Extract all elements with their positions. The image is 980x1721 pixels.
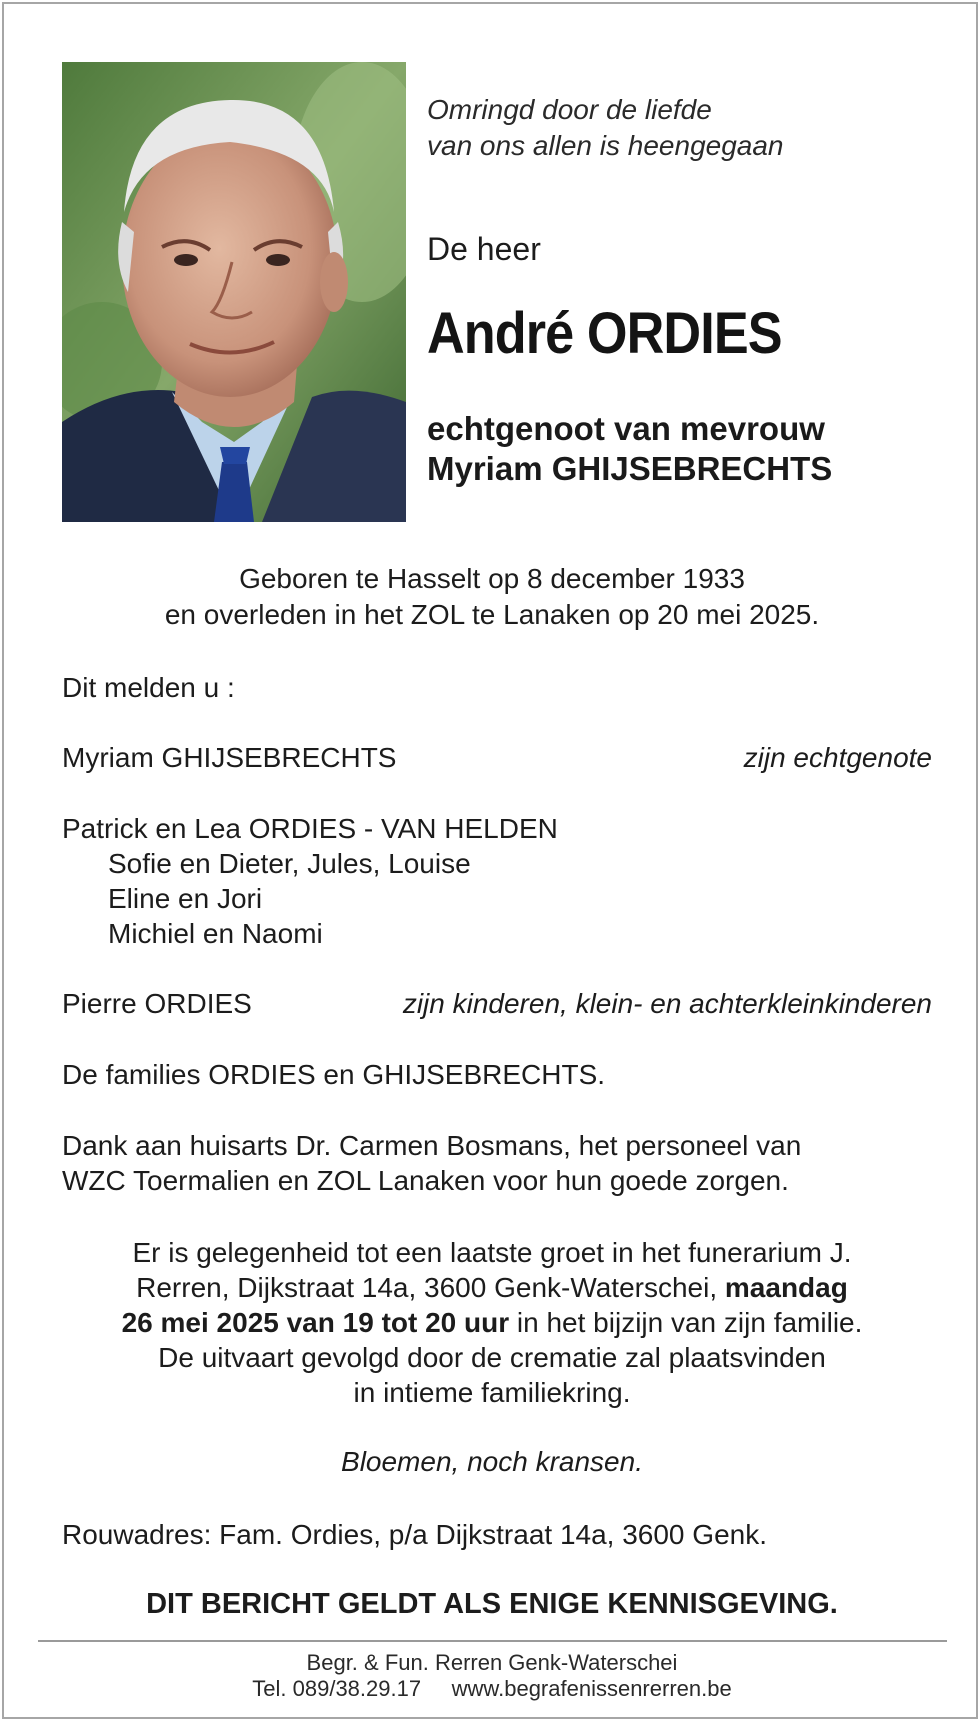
family-spouse-name: Myriam GHIJSEBRECHTS — [62, 742, 397, 773]
family-grandchild-3: Michiel en Naomi — [108, 918, 323, 949]
death-line: en overleden in het ZOL te Lanaken op 20 mei 2025. — [164, 599, 820, 630]
service-line-5: in intieme familiekring. — [353, 1377, 631, 1408]
announce-text: Dit melden u : — [62, 672, 235, 703]
funeral-home-website[interactable]: www.begrafenissenrerren.be — [451, 1676, 732, 1701]
service-info — [4, 1235, 980, 1410]
birth-death-info — [4, 561, 980, 633]
service-line-2 — [4, 1270, 980, 1305]
service-line-3 — [4, 1305, 980, 1340]
service-day: maandag — [724, 1272, 848, 1303]
intro-line-2: van ons allen is heengegaan — [427, 130, 784, 161]
portrait-photo — [62, 62, 406, 522]
service-line-1: Er is gelegenheid tot een laatste groet in het funerarium J. — [132, 1237, 852, 1268]
family-child-2: Pierre ORDIES — [62, 988, 252, 1019]
service-date-time: 26 mei 2025 van 19 tot 20 uur — [121, 1307, 510, 1338]
funeral-home-name: Begr. & Fun. Rerren Genk-Waterschei — [306, 1650, 678, 1675]
thanks-line-1: Dank aan huisarts Dr. Carmen Bosmans, het personeel van — [62, 1130, 802, 1161]
honorific: De heer — [427, 231, 541, 267]
deceased-name: André ORDIES — [427, 301, 782, 366]
intro-text — [427, 92, 784, 164]
notice-statement: DIT BERICHT GELDT ALS ENIGE KENNISGEVING. — [146, 1588, 838, 1620]
family-grandchild-1: Sofie en Dieter, Jules, Louise — [108, 848, 471, 879]
funeral-home-contact — [4, 1676, 980, 1702]
spouse-line — [427, 409, 832, 489]
spouse-line-1: echtgenoot van mevrouw — [427, 410, 825, 447]
service-line-2-text: Rerren, Dijkstraat 14a, 3600 Genk-Waterschei, — [136, 1272, 725, 1303]
service-line-4: De uitvaart gevolgd door de crematie zal plaatsvinden — [158, 1342, 826, 1373]
service-line-3-text: in het bijzijn van zijn familie. — [509, 1307, 863, 1338]
footer-divider — [38, 1640, 947, 1642]
birth-line: Geboren te Hasselt op 8 december 1933 — [239, 563, 745, 594]
thanks-line-2: WZC Toermalien en ZOL Lanaken voor hun goede zorgen. — [62, 1165, 789, 1196]
spouse-line-2: Myriam GHIJSEBRECHTS — [427, 450, 833, 487]
family-spouse-role: zijn echtgenote — [743, 742, 932, 773]
flowers-note: Bloemen, noch kransen. — [341, 1446, 643, 1477]
family-grandchild-2: Eline en Jori — [108, 883, 263, 914]
family-child-1: Patrick en Lea ORDIES - VAN HELDEN — [62, 813, 558, 844]
funeral-home-phone: Tel. 089/38.29.17 — [252, 1676, 422, 1701]
obituary-card — [2, 2, 978, 1719]
families-line: De families ORDIES en GHIJSEBRECHTS. — [62, 1059, 606, 1090]
intro-line-1: Omringd door de liefde — [427, 94, 712, 125]
portrait-photo-illustration — [62, 62, 406, 522]
family-children-role: zijn kinderen, klein- en achterkleinkinderen — [402, 988, 932, 1019]
mourning-address: Rouwadres: Fam. Ordies, p/a Dijkstraat 14a, 3600 Genk. — [62, 1519, 767, 1550]
